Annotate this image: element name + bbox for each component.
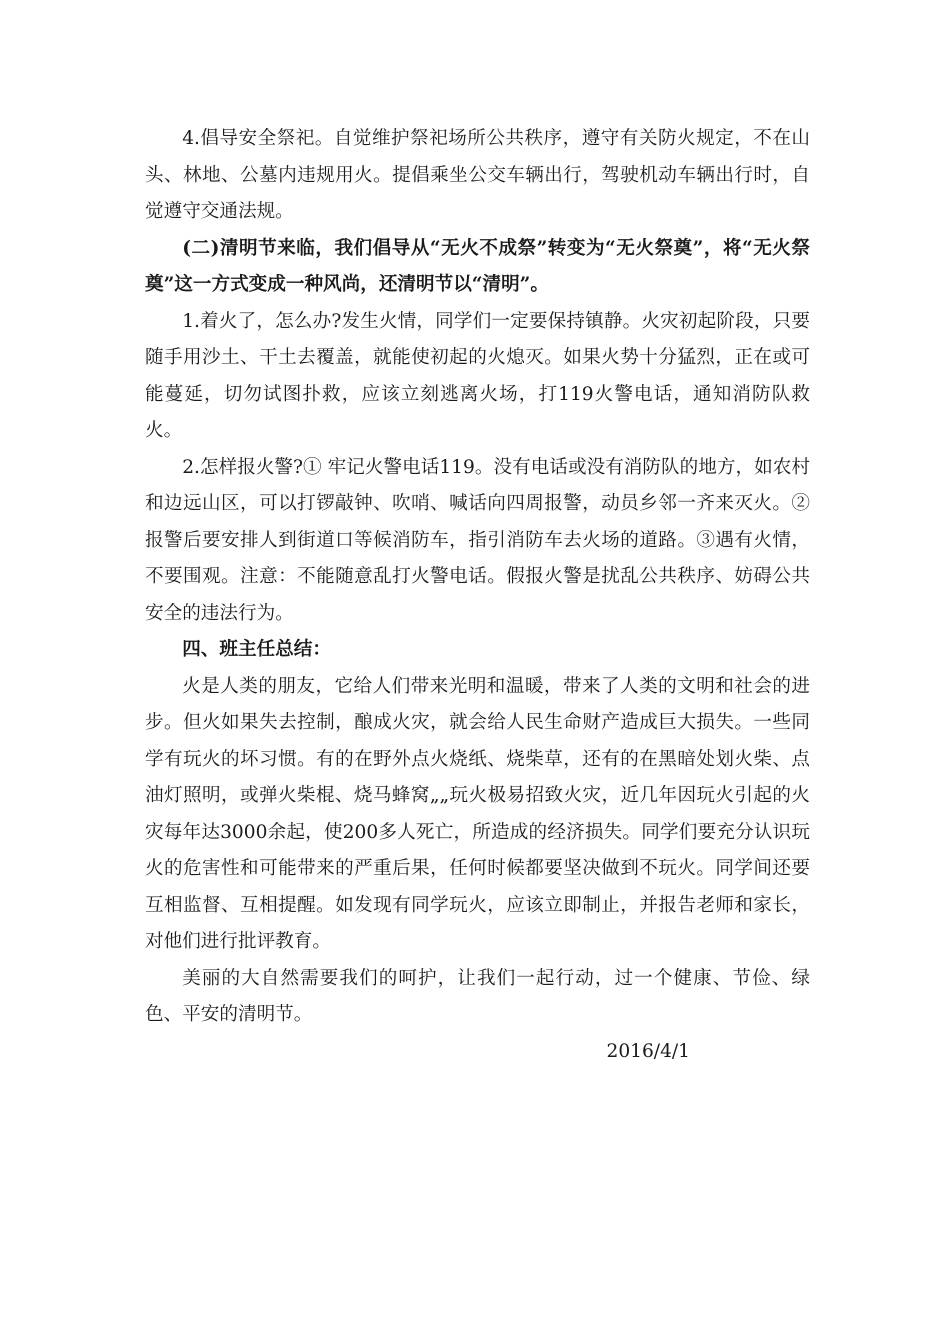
paragraph-what-to-do-fire: 1.着火了，怎么办?发生火情，同学们一定要保持镇静。火灾初起阶段，只要随手用沙土、干土去覆盖，就能使初起的火熄灭。如果火势十分猛烈，正在或可能蔓延，切勿试图扑救，应该立刻逃离火场，打119火警电话，通知消防队救火。 bbox=[145, 310, 810, 441]
document-date: 2016/4/1 bbox=[606, 1040, 690, 1062]
paragraph-safe-sacrifice: 4.倡导安全祭祀。自觉维护祭祀场所公共秩序，遵守有关防火规定，不在山头、林地、公墓内违规用火。提倡乘坐公交车辆出行，驾驶机动车辆出行时，自觉遵守交通法规。 bbox=[145, 128, 810, 222]
section-heading-summary: 四、班主任总结： bbox=[182, 639, 331, 660]
paragraph-closing: 美丽的大自然需要我们的呵护，让我们一起行动，过一个健康、节俭、绿色、平安的清明节。 bbox=[145, 967, 810, 1025]
paragraph-report-fire: 2.怎样报火警?① 牢记火警电话119。没有电话或没有消防队的地方，如农村和边远山区，可以打锣敲钟、吹哨、喊话向四周报警，动员乡邻一齐来灭火。②报警后要安排人到街道口等候消防车，指引消防车去火场的道路。③遇有火情，不要围观。注意：不能随意乱打火警电话。假报火警是扰乱公共秩序、妨碍公共安全的违法行为。 bbox=[145, 456, 810, 624]
document-body bbox=[145, 121, 810, 1070]
paragraph-no-fire-sacrifice: (二)清明节来临，我们倡导从“无火不成祭”转变为“无火祭奠”，将“无火祭奠”这一方式变成一种风尚，还清明节以“清明”。 bbox=[145, 237, 810, 295]
paragraph-summary: 火是人类的朋友，它给人们带来光明和温暖，带来了人类的文明和社会的进步。但火如果失去控制，酿成火灾，就会给人民生命财产造成巨大损失。一些同学有玩火的坏习惯。有的在野外点火烧纸、烧柴草，还有的在黑暗处划火柴、点油灯照明，或弹火柴棍、烧马蜂窝„„玩火极易招致火灾，近几年因玩火引起的火灾每年达3000余起，使200多人死亡，所造成的经济损失。同学们要充分认识玩火的危害性和可能带来的严重后果，任何时候都要坚决做到不玩火。同学间还要互相监督、互相提醒。如发现有同学玩火，应该立即制止，并报告老师和家长，对他们进行批评教育。 bbox=[145, 675, 810, 952]
